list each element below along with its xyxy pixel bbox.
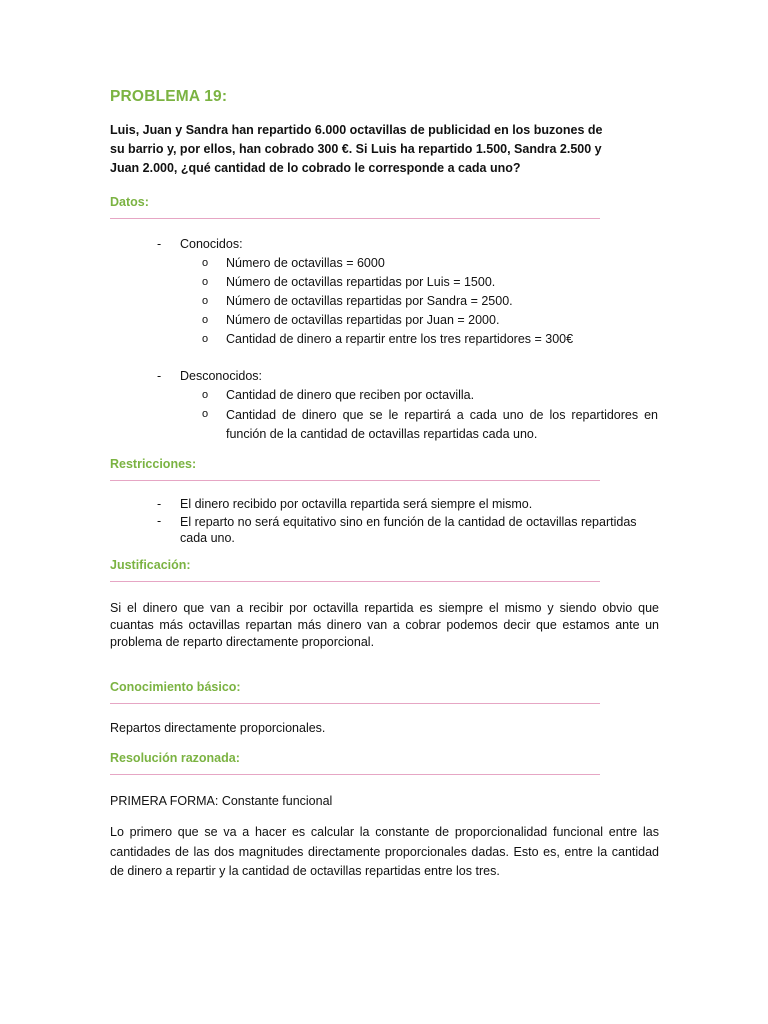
problem-title: PROBLEMA 19: xyxy=(110,88,228,105)
bullet-marker: o xyxy=(202,295,209,307)
list-item: El reparto no será equitativo sino en función de la cantidad de octavillas repartidas cada uno. xyxy=(180,515,637,545)
bullet-marker: o xyxy=(202,389,209,401)
bullet-marker: o xyxy=(202,276,209,288)
list-item: El dinero recibido por octavilla repartida será siempre el mismo. xyxy=(180,497,533,511)
bullet-marker: o xyxy=(202,408,209,420)
list-item: Número de octavillas repartidas por Sandra = 2500. xyxy=(226,294,513,308)
section-divider xyxy=(110,774,600,775)
section-divider xyxy=(110,703,600,704)
list-item: Número de octavillas = 6000 xyxy=(226,256,385,270)
bullet-marker: o xyxy=(202,257,209,269)
dash-marker: - xyxy=(157,497,162,511)
section-heading-restricciones: Restricciones: xyxy=(110,457,197,471)
list-item: Cantidad de dinero a repartir entre los tres repartidores = 300€ xyxy=(226,332,574,346)
resolution-text: Lo primero que se va a hacer es calcular la constante de proporcionalidad funcional entre las cantidades de las dos magnitudes directamente proporcionales dadas. Esto es, entre la cantidad de dinero a repartir y la cantidad de octavillas repartidas entre los tres. xyxy=(110,825,659,878)
justification-text: Si el dinero que van a recibir por octavilla repartida es siempre el mismo y siendo obvio que cuantas más octavillas repartan más dinero van a cobrar podemos decir que estamos ante un problema de reparto directamente proporcional. xyxy=(110,601,659,649)
dash-marker: - xyxy=(157,237,162,251)
section-heading-conocimiento: Conocimiento básico: xyxy=(110,680,241,694)
problem-statement: Luis, Juan y Sandra han repartido 6.000 octavillas de publicidad en los buzones de su barrio y, por ellos, han cobrado 300 €. Si Luis ha repartido 1.500, Sandra 2.500 y Juan 2.000, ¿qué cantidad de lo cobrado le corresponde a cada uno? xyxy=(110,123,603,175)
list-item: Número de octavillas repartidas por Luis = 1500. xyxy=(226,275,496,289)
section-heading-resolucion: Resolución razonada: xyxy=(110,751,240,765)
list-item: Número de octavillas repartidas por Juan = 2000. xyxy=(226,313,500,327)
section-heading-datos: Datos: xyxy=(110,195,149,209)
desconocidos-label: Desconocidos: xyxy=(180,369,262,383)
conocidos-label: Conocidos: xyxy=(180,237,243,251)
section-divider xyxy=(110,480,600,481)
bullet-marker: o xyxy=(202,314,209,326)
list-item: Cantidad de dinero que reciben por octavilla. xyxy=(226,388,475,402)
dash-marker: - xyxy=(157,514,162,528)
section-heading-justificacion: Justificación: xyxy=(110,558,191,572)
basic-knowledge-text: Repartos directamente proporcionales. xyxy=(110,721,326,735)
resolution-subheading: PRIMERA FORMA: Constante funcional xyxy=(110,794,333,808)
section-divider xyxy=(110,218,600,219)
bullet-marker: o xyxy=(202,333,209,345)
dash-marker: - xyxy=(157,369,162,383)
list-item: Cantidad de dinero que se le repartirá a cada uno de los repartidores en función de la cantidad de octavillas repartidas cada uno. xyxy=(226,408,658,441)
section-divider xyxy=(110,581,600,582)
